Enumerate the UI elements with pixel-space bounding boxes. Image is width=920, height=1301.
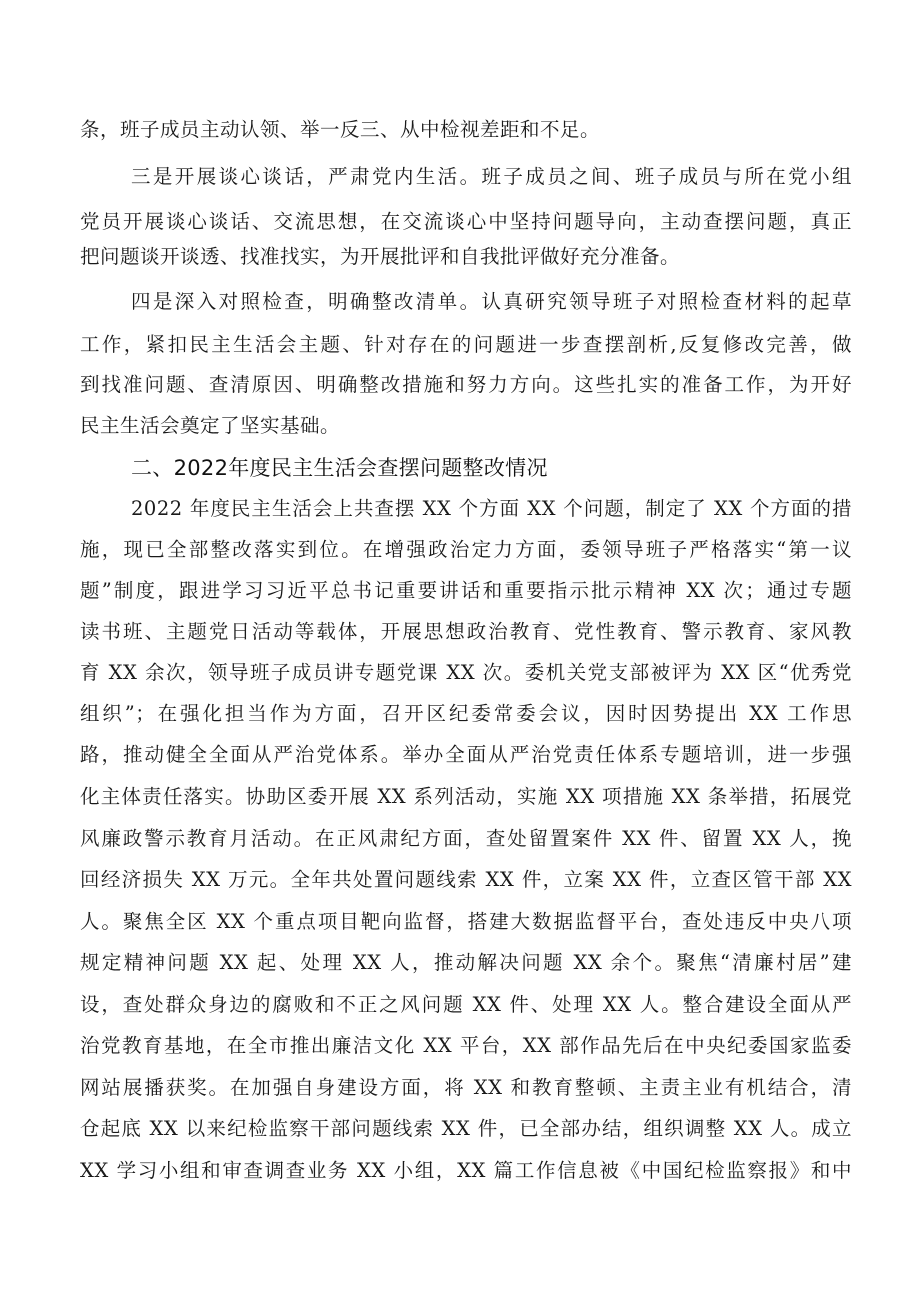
paragraph-line: 治党教育基地，在全市推出廉洁文化 XX 平台，XX 部作品先后在中央纪委国家监委 [80, 1034, 852, 1057]
paragraph-line: 回经济损失 XX 万元。全年共处置问题线索 XX 件，立案 XX 件，立查区管干部 XX [80, 868, 852, 891]
paragraph-line: 网站展播获奖。在加强自身建设方面，将 XX 和教育整顿、主责主业有机结合，清 [80, 1076, 852, 1099]
paragraph-line: 把问题谈开谈透、找准找实，为开展批评和自我批评做好充分准备。 [80, 245, 681, 268]
paragraph-line: 风廉政警示教育月活动。在正风肃纪方面，查处留置案件 XX 件、留置 XX 人，挽 [80, 827, 852, 850]
paragraph-line: 工作，紧扣民主生活会主题、针对存在的问题进一步查摆剖析,反复修改完善，做 [80, 333, 852, 356]
paragraph-line: 化主体责任落实。协助区委开展 XX 系列活动，实施 XX 项措施 XX 条举措，拓展党 [80, 785, 852, 808]
paragraph-line: 题”制度，跟进学习习近平总书记重要讲话和重要指示批示精神 XX 次；通过专题 [80, 579, 852, 602]
paragraph-line: 读书班、主题党日活动等载体，开展思想政治教育、党性教育、警示教育、家风教 [80, 620, 852, 643]
paragraph-line: 2022 年度民主生活会上共查摆 XX 个方面 XX 个问题，制定了 XX 个方面的措 [131, 497, 852, 520]
paragraph-line: 党员开展谈心谈话、交流思想，在交流谈心中坚持问题导向，主动查摆问题，真正 [80, 210, 852, 233]
paragraph-line: 人。聚焦全区 XX 个重点项目靶向监督，搭建大数据监督平台，查处违反中央八项 [80, 910, 852, 933]
paragraph-line: 组织”；在强化担当作为方面，召开区纪委常委会议，因时因势提出 XX 工作思 [80, 702, 852, 725]
paragraph-line: 条，班子成员主动认领、举一反三、从中检视差距和不足。 [80, 118, 601, 141]
paragraph-line: 仓起底 XX 以来纪检监察干部问题线索 XX 件，已全部办结，组织调整 XX 人。成立 [80, 1117, 852, 1140]
paragraph-line: 四是深入对照检查，明确整改清单。认真研究领导班子对照检查材料的起草 [131, 290, 852, 313]
paragraph-line: 到找准问题、查清原因、明确整改措施和努力方向。这些扎实的准备工作，为开好 [80, 373, 852, 396]
paragraph-line: 规定精神问题 XX 起、处理 XX 人，推动解决问题 XX 余个。聚焦“清廉村居”建 [80, 951, 852, 974]
paragraph-line: XX 学习小组和审查调查业务 XX 小组，XX 篇工作信息被《中国纪检监察报》和中 [80, 1159, 852, 1182]
paragraph-line: 育 XX 余次，领导班子成员讲专题党课 XX 次。委机关党支部被评为 XX 区“优秀党 [80, 661, 852, 684]
paragraph-line: 路，推动健全全面从严治党体系。举办全面从严治党责任体系专题培训，进一步强 [80, 743, 852, 766]
section-heading: 二、2022年度民主生活会查摆问题整改情况 [131, 456, 548, 480]
paragraph-line: 三是开展谈心谈话，严肃党内生活。班子成员之间、班子成员与所在党小组 [131, 165, 852, 188]
paragraph-line: 施，现已全部整改落实到位。在增强政治定力方面，委领导班子严格落实“第一议 [80, 538, 852, 561]
paragraph-line: 民主生活会奠定了坚实基础。 [80, 414, 341, 437]
paragraph-line: 设，查处群众身边的腐败和不正之风问题 XX 件、处理 XX 人。整合建设全面从严 [80, 993, 852, 1016]
